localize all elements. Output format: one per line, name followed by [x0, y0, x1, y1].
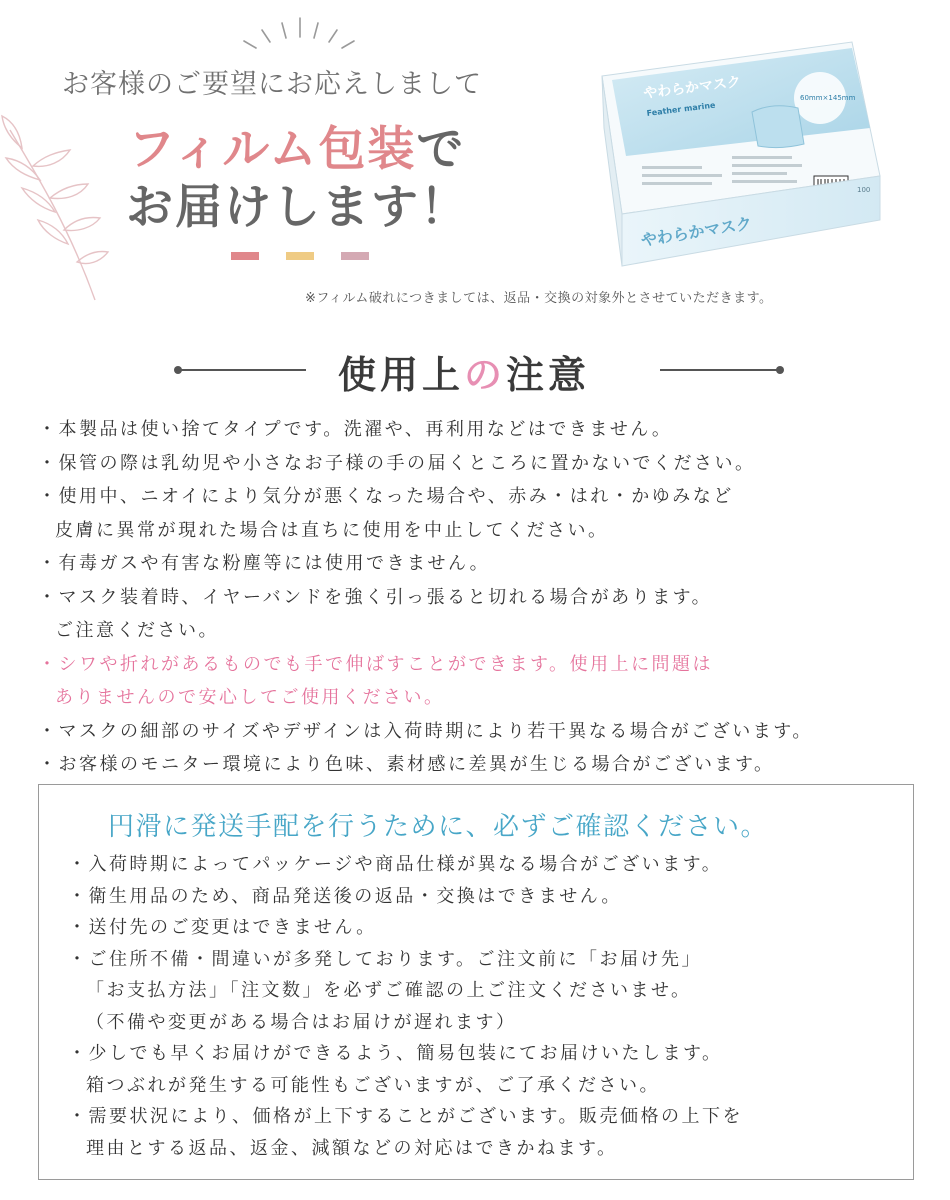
caution-item [38, 748, 813, 782]
sparkle-lines-icon [238, 8, 358, 56]
notice-item-line: ・需要状況により、価格が上下することがございます。販売価格の上下を [68, 1106, 744, 1127]
hero-subtitle: お客様のご要望にお応えしまして [62, 69, 482, 100]
header-line-right [660, 369, 780, 371]
box-badge-text: 60mm×145mm [800, 94, 856, 102]
notice-item [68, 944, 743, 1039]
mask-box-image [552, 36, 882, 276]
notice-item [68, 912, 743, 944]
caution-item-line: ・お客様のモニター環境により色味、素材感に差異が生じる場合がございます。 [38, 754, 775, 775]
hero-title-line2: お届けします！ [126, 180, 469, 235]
color-bar-yellow [286, 252, 314, 260]
hero-title-line1 [128, 112, 465, 179]
notice-item-continuation: 理由とする返品、返金、減額などの対応はできかねます。 [86, 1137, 618, 1159]
caution-item-line: ・マスクの細部のサイズやデザインは入荷時期により若干異なる場合がございます。 [38, 720, 813, 742]
leaf-branch-icon [0, 100, 110, 310]
notice-item-continuation: 箱つぶれが発生する可能性もございますが、ご了承ください。 [86, 1074, 660, 1096]
film-note: ※フィルム破れにつきましては、返品・交換の対象外とさせていただきます。 [305, 291, 773, 306]
caution-item [38, 480, 813, 547]
hero-title-rest: で [416, 122, 466, 177]
box-pcs-text: 100 [857, 186, 871, 194]
notice-item [68, 1038, 743, 1101]
caution-item [38, 447, 813, 481]
caution-item-continuation: ありませんので安心してご使用ください。 [55, 687, 445, 708]
notice-item-line: ・衛生用品のため、商品発送後の返品・交換はできません。 [68, 885, 622, 907]
box-brand-text: やわらかマスク [642, 74, 742, 102]
color-bar-pink [231, 252, 259, 260]
notice-list [68, 849, 743, 1164]
notice-item-line: ・ご住所不備・間違いが多発しております。ご注文前に「お届け先」 [68, 948, 703, 970]
caution-title-no: の [464, 353, 507, 397]
notice-item-line: ・少しでも早くお届けができるよう、簡易包装にてお届けいたします。 [68, 1043, 723, 1064]
notice-item [68, 1101, 743, 1164]
caution-item [38, 547, 813, 581]
caution-item [38, 413, 813, 447]
notice-title: 円滑に発送手配を行うために、必ずご確認ください。 [107, 812, 768, 842]
caution-item-line: ・本製品は使い捨てタイプです。洗濯や、再利用などはできません。 [38, 419, 673, 440]
header-line-dot-right [776, 366, 784, 374]
caution-item-line: ・マスク装着時、イヤーバンドを強く引っ張ると切れる場合があります。 [38, 586, 713, 608]
caution-item-highlight [38, 648, 813, 715]
caution-item [38, 715, 813, 749]
caution-item-continuation: 皮膚に異常が現れた場合は直ちに使用を中止してください。 [55, 519, 609, 541]
box-side-label: やわらかマスク [639, 213, 754, 250]
caution-item-line: ・保管の際は乳幼児や小さなお子様の手の届くところに置かないでください。 [38, 452, 756, 474]
caution-list [38, 413, 813, 782]
header-line-left [178, 369, 306, 371]
box-subbrand-text: Feather marine [646, 100, 716, 118]
caution-item-line: ・有毒ガスや有害な粉塵等には使用できません。 [38, 553, 491, 574]
caution-title [338, 344, 590, 399]
caution-item-line: ・使用中、ニオイにより気分が悪くなった場合や、赤み・はれ・かゆみなど [38, 486, 734, 507]
decor-color-bars [231, 252, 369, 260]
notice-item-line: ・送付先のご変更はできません。 [68, 917, 377, 938]
notice-item-line: ・入荷時期によってパッケージや商品仕様が異なる場合がございます。 [68, 854, 723, 875]
caution-item-continuation: ご注意ください。 [55, 620, 219, 641]
color-bar-mauve [341, 252, 369, 260]
caution-item [38, 581, 813, 648]
caution-item-line: ・シワや折れがあるものでも手で伸ばすことができます。使用上に問題は [38, 653, 714, 675]
caution-title-pre: 使用上 [338, 353, 465, 397]
notice-item-continuation: （不備や変更がある場合はお届けが遅れます） [86, 1011, 517, 1033]
notice-item [68, 849, 743, 881]
notice-item [68, 881, 743, 913]
notice-item-continuation: 「お支払方法」「注文数」を必ずご確認の上ご注文くださいませ。 [86, 980, 692, 1001]
hero-title-accent: フィルム包装 [128, 122, 417, 177]
caution-title-post: 注意 [506, 353, 591, 397]
